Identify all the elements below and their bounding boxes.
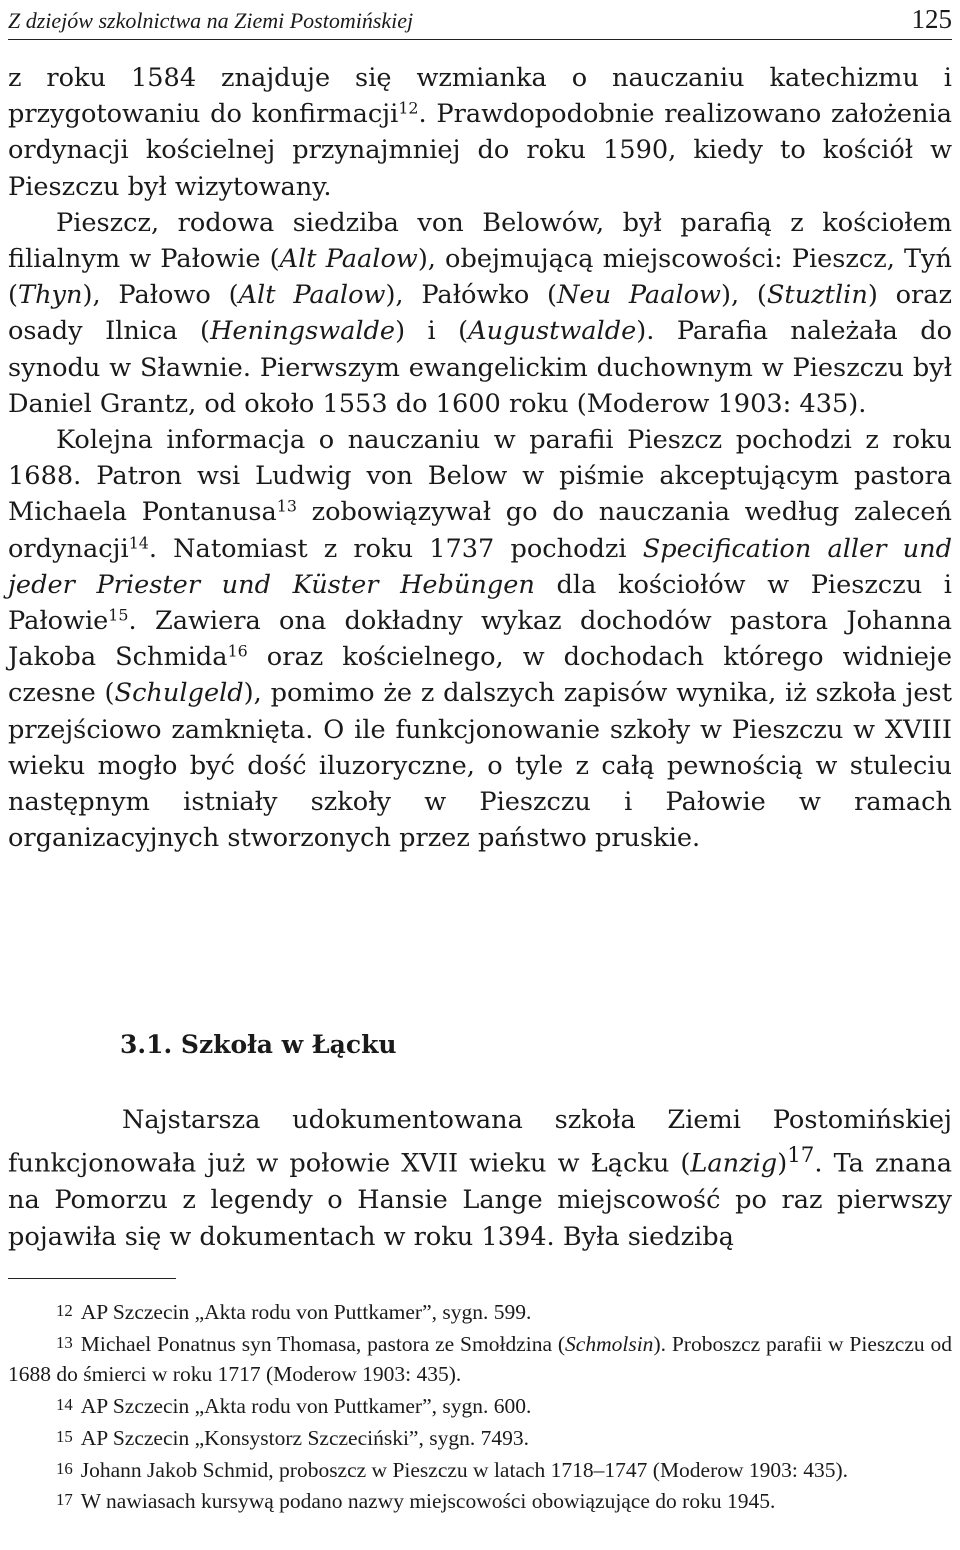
footnote-ref: 12 — [398, 98, 419, 118]
footnote-number: 16 — [56, 1458, 73, 1478]
section-text — [8, 1102, 952, 1255]
text-run: ), ( — [720, 280, 767, 311]
text-run: ), pomimo że z dalszych zapisów wynika, iż szkoła jest przejściowo zamknięta. O ile funkcjonowanie szkoły w Pieszczu w XVIII wieku mogło być dość iluzoryczne, o tyle z całą pewnością w stuleciu następnym istniały szkoły w Pieszczu i Pałowie w ramach organizacyjnych stworzonych przez państwo pruskie. — [8, 678, 952, 854]
paragraph — [8, 60, 952, 205]
text-run: ) — [777, 1148, 788, 1179]
footnote-number: 14 — [56, 1395, 73, 1415]
running-title: Z dziejów szkolnictwa na Ziemi Postomińskiej — [8, 8, 414, 33]
text-run: ), obejmującą miejscowości: Pieszcz, Tyń ( — [8, 244, 952, 311]
italic-place-name: Neu Paalow — [557, 280, 721, 311]
footnote — [8, 1422, 952, 1454]
body-text — [8, 60, 952, 856]
footnote — [8, 1296, 952, 1328]
italic-place-name: Stuztlin — [766, 280, 868, 311]
footnote-separator — [8, 1278, 176, 1279]
text-run: z roku 1584 znajduje się wzmianka o nauczaniu katechizmu i przygotowaniu do konfirmacji — [8, 63, 952, 130]
footnote — [8, 1328, 952, 1390]
text-run: oraz kościelnego, w dochodach którego widnieje czesne ( — [8, 642, 952, 709]
italic-place-name: Heningswalde — [210, 316, 396, 347]
footnote-ref: 14 — [128, 532, 149, 552]
paragraph — [8, 205, 952, 422]
page-number: 125 — [911, 4, 952, 34]
italic-place-name: Augustwalde — [468, 316, 637, 347]
text-run: ). Parafia należała do synodu w Sławnie. Pierwszym ewangelickim duchownym w Pieszczu był Daniel Grantz, od około 1553 do 1600 roku (Moderow 1903: 435). — [8, 316, 952, 419]
footnote-ref: 15 — [108, 605, 129, 625]
footnote-text: AP Szczecin „Akta rodu von Puttkamer”, sygn. 599. — [80, 1300, 532, 1325]
italic-place-name: Thyn — [18, 280, 83, 311]
text-run: . Natomiast z roku 1737 pochodzi — [148, 533, 643, 564]
text-run: ), Pałowo ( — [82, 280, 239, 311]
text-run: ) i ( — [395, 316, 469, 347]
paragraph — [8, 422, 952, 856]
text-run: Kolejna informacja o nauczaniu w parafii Pieszcz pochodzi z roku 1688. Patron wsi Ludwig von Below w piśmie akceptującym pastora Michaela Pontanusa — [8, 425, 952, 528]
italic-place-name: Alt Paalow — [279, 244, 418, 275]
footnote-number: 15 — [56, 1426, 73, 1446]
italic-place-name: Lanzig — [690, 1148, 778, 1179]
paragraph — [8, 1102, 952, 1255]
footnote-number: 17 — [56, 1490, 73, 1510]
text-run: . Ta znana na Pomorzu z legendy o Hansie Lange miejscowość po raz pierwszy pojawiła się w dokumentach w roku 1394. Była siedzibą — [8, 1148, 952, 1252]
text-run: . Prawdopodobnie realizowano założenia ordynacji kościelnej przynajmniej do roku 1590, kiedy to kościół w Pieszczu był wizytowany. — [8, 99, 952, 202]
section-heading: 3.1. Szkoła w Łącku — [120, 1030, 397, 1059]
text-run: ), Pałówko ( — [385, 280, 558, 311]
footnote-text: W nawiasach kursywą podano nazwy miejscowości obowiązujące do roku 1945. — [80, 1489, 776, 1514]
footnote-number: 13 — [56, 1332, 73, 1352]
footnote-text: AP Szczecin „Akta rodu von Puttkamer”, sygn. 600. — [80, 1394, 532, 1419]
footnote-ref: 13 — [276, 496, 297, 516]
footnote-ref: 17 — [787, 1143, 815, 1169]
italic-place-name: Alt Paalow — [238, 280, 386, 311]
footnote-text: Michael Ponatnus syn Thomasa, pastora ze Smołdzina ( — [80, 1331, 566, 1356]
text-run: ) oraz osady Ilnica ( — [8, 280, 952, 347]
footnote-number: 12 — [56, 1301, 73, 1320]
footnote-text: ). Proboszcz parafii w Pieszczu od 1688 do śmierci w roku 1717 (Moderow 1903: 435). — [8, 1331, 952, 1387]
footnote — [8, 1485, 952, 1517]
footnotes — [8, 1296, 952, 1517]
italic-place-name: Schmolsin — [565, 1331, 654, 1356]
footnote-text: AP Szczecin „Konsystorz Szczeciński”, sygn. 7493. — [80, 1425, 529, 1450]
text-run: Pieszcz, rodowa siedziba von Belowów, był parafią z kościołem filialnym w Pałowie ( — [8, 207, 952, 275]
running-head — [8, 4, 952, 40]
text-run: Najstarsza udokumentowana szkoła Ziemi Postomińskiej funkcjonowała już w połowie XVII wieku w Łącku ( — [8, 1105, 952, 1179]
text-run: zobowiązywał go do nauczania według zaleceń ordynacji — [8, 497, 952, 564]
footnote-ref: 16 — [227, 641, 248, 661]
footnote — [8, 1390, 952, 1422]
text-run: . Zawiera ona dokładny wykaz dochodów pastora Johanna Jakoba Schmida — [8, 606, 952, 673]
text-run: dla kościołów w Pieszczu i Pałowie — [8, 569, 952, 637]
footnote — [8, 1454, 952, 1486]
footnote-text: Johann Jakob Schmid, proboszcz w Pieszczu w latach 1718–1747 (Moderow 1903: 435). — [80, 1457, 849, 1482]
italic-term: Schulgeld — [114, 678, 244, 709]
italic-title: Specification aller und jeder Priester und Küster Hebüngen — [8, 533, 952, 600]
